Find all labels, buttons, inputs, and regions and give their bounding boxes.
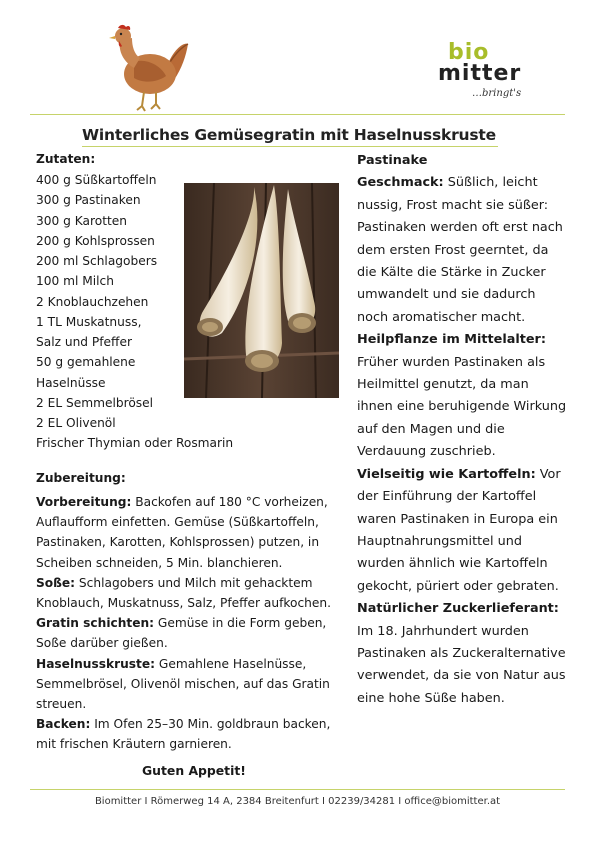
ingredient-item: Salz und Pfeffer (36, 335, 132, 349)
vegetable-fact (357, 464, 567, 598)
preparation-step-text: Im Ofen 25–30 Min. goldbraun backen, mit frischen Kräutern garnieren. (36, 717, 331, 752)
preparation-step (36, 492, 354, 573)
footer-divider (30, 789, 565, 790)
vegetable-fact-text: Süßlich, leicht nussig, Frost macht sie süßer: Pastinaken werden oft erst nach dem ersten Frost geerntet, da die Kälte die Stärke in Zucker umwandelt und sie dadurch noch aromatischer macht. (357, 175, 563, 325)
logo-tagline: …bringt's (472, 88, 522, 99)
preparation-step-text: Schlagobers und Milch mit gehacktem Knoblauch, Muskatnuss, Salz, Pfeffer aufkochen. (36, 575, 331, 611)
preparation-step-text: Gemahlene Haselnüsse, Semmelbrösel, Olivenöl mischen, auf das Gratin streuen. (36, 656, 330, 712)
ingredient-item: 1 TL Muskatnuss, (36, 314, 142, 329)
preparation-step-text: Gemüse in die Form geben, Soße darüber gießen. (36, 616, 327, 651)
ingredient-item: 2 EL Semmelbrösel (36, 395, 154, 410)
closing-text: Guten Appetit! (142, 763, 246, 778)
preparation-step (36, 573, 354, 613)
preparation-step (36, 613, 354, 653)
preparation-heading: Zubereitung: (36, 471, 126, 485)
ingredient-item: 2 EL Olivenöl (36, 416, 116, 430)
parsnip-photo (184, 183, 339, 398)
biomitter-logo (436, 42, 548, 106)
preparation-step-label: Soße: (36, 575, 76, 590)
header-divider (30, 114, 565, 115)
vegetable-info-sections (357, 172, 567, 710)
ingredient-item: 50 g gemahlene (36, 355, 136, 370)
hen-illustration (104, 22, 190, 114)
logo-mitter-text: mitter (438, 61, 522, 86)
ingredient-item: 200 g Kohlsprossen (36, 233, 155, 248)
ingredients-heading: Zutaten: (36, 152, 96, 166)
vegetable-fact-label: Heilpflanze im Mittelalter: (357, 332, 546, 348)
ingredient-item: 2 Knoblauchzehen (36, 294, 149, 309)
ingredient-item: 300 g Karotten (36, 213, 127, 228)
vegetable-fact-text: Im 18. Jahrhundert wurden Pastinaken als Zuckeralternative verwendet, da sie von Natur aus eine hohe Süße haben. (357, 623, 566, 706)
preparation-step-label: Haselnusskruste: (36, 656, 155, 671)
ingredient-item: 200 ml Schlagobers (36, 254, 158, 268)
ingredient-item: 300 g Pastinaken (36, 193, 141, 208)
title-underline (82, 146, 498, 147)
vegetable-fact-label: Natürlicher Zuckerlieferant: (357, 601, 559, 617)
vegetable-fact (357, 598, 567, 710)
vegetable-fact (357, 329, 567, 463)
preparation-step-label: Backen: (36, 717, 91, 732)
ingredient-item: 400 g Süßkartoffeln (36, 173, 157, 187)
vegetable-fact-label: Geschmack: (357, 175, 444, 191)
ingredient-item: Haselnüsse (36, 375, 106, 390)
footer-contact: Biomitter I Römerweg 14 A, 2384 Breitenfurt I 02239/34281 I office@biomitter.at (94, 796, 501, 807)
recipe-title: Winterliches Gemüsegratin mit Haselnusskruste (82, 126, 496, 144)
vegetable-name: Pastinake (357, 153, 428, 168)
preparation-step (36, 654, 354, 715)
ingredient-item: 100 ml Milch (36, 274, 114, 289)
ingredient-item: Frischer Thymian oder Rosmarin (36, 436, 234, 451)
vegetable-info (357, 150, 567, 710)
preparation-steps (36, 492, 354, 755)
preparation-step (36, 714, 354, 754)
vegetable-fact-text: Früher wurden Pastinaken als Heilmittel genutzt, da man ihnen eine beruhigende Wirkung auf den Magen und die Verdauung zuschrieb. (357, 354, 567, 460)
logo-bio-text: bio (448, 40, 490, 65)
preparation-step-label: Vorbereitung: (36, 495, 132, 509)
vegetable-fact-label: Vielseitig wie Kartoffeln: (357, 466, 536, 482)
preparation-step-text: Backofen auf 180 °C vorheizen, Auflaufform einfetten. Gemüse (Süßkartoffeln, Pastinaken, Karotten, Kohlsprossen) putzen, in Scheiben schneiden, 5 Min. blanchieren. (36, 495, 328, 570)
vegetable-fact-text: Vor der Einführung der Kartoffel waren Pastinaken in Europa ein Hauptnahrungsmittel und wurden ähnlich wie Kartoffeln gekocht, püriert oder gebraten. (357, 466, 561, 594)
preparation-step-label: Gratin schichten: (36, 616, 155, 631)
vegetable-fact (357, 172, 567, 329)
